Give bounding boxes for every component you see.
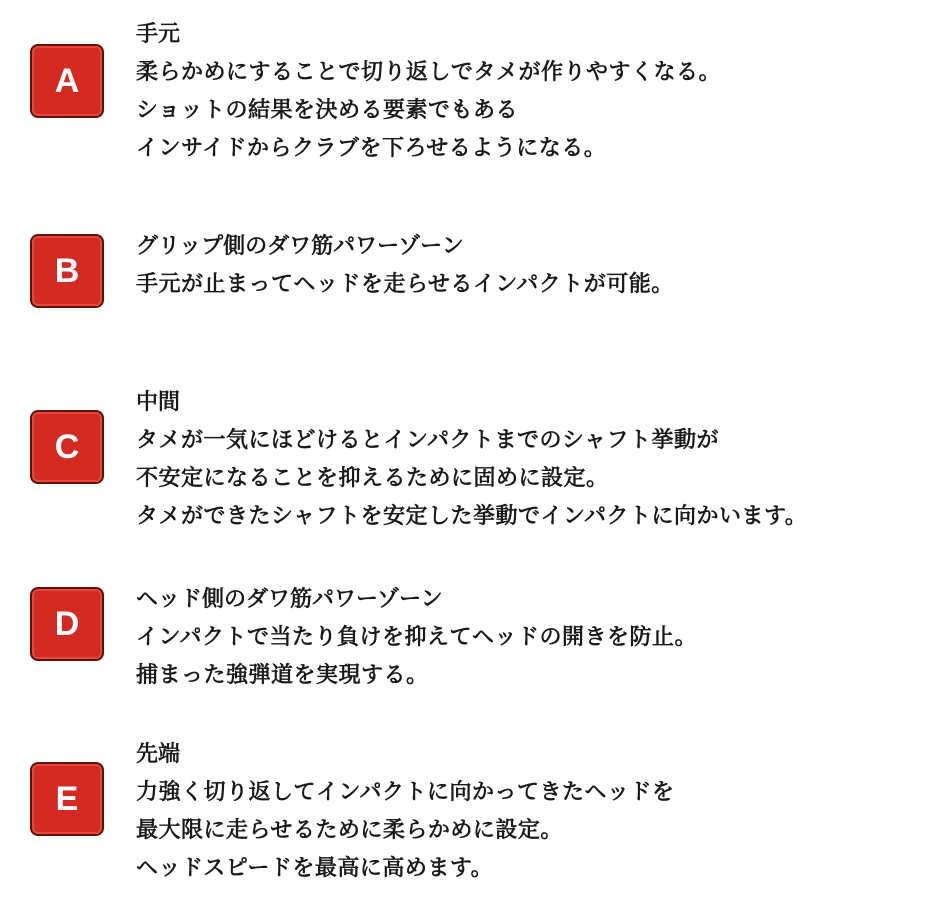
text-block-c bbox=[136, 390, 944, 542]
text-block-d bbox=[136, 587, 944, 701]
badge-e: E bbox=[30, 762, 104, 836]
text-block-a bbox=[136, 22, 944, 174]
section-heading: 先端 bbox=[136, 742, 181, 767]
section-heading: グリップ側のダワ筋パワーゾーン bbox=[136, 234, 464, 259]
section-line: インパクトで当たり負けを抑えてヘッドの開きを防止。 bbox=[136, 625, 697, 650]
badge-d: D bbox=[30, 587, 104, 661]
text-block-b bbox=[136, 234, 944, 310]
section-heading: 中間 bbox=[136, 390, 181, 415]
section-line: 柔らかめにすることで切り返しでタメが作りやすくなる。 bbox=[136, 60, 722, 85]
section-line: タメが一気にほどけるとインパクトまでのシャフト挙動が bbox=[136, 428, 720, 453]
section-line: 力強く切り返してインパクトに向かってきたヘッドを bbox=[136, 780, 675, 805]
section-line: タメができたシャフトを安定した挙動でインパクトに向かいます。 bbox=[136, 504, 808, 529]
section-heading: 手元 bbox=[136, 22, 181, 47]
badge-c: C bbox=[30, 410, 104, 484]
section-heading: ヘッド側のダワ筋パワーゾーン bbox=[136, 587, 443, 612]
section-line: 不安定になることを抑えるために固めに設定。 bbox=[136, 466, 609, 491]
badge-a: A bbox=[30, 44, 104, 118]
section-line: ショットの結果を決める要素でもある bbox=[136, 98, 519, 123]
text-block-e bbox=[136, 742, 944, 894]
section-line: 手元が止まってヘッドを走らせるインパクトが可能。 bbox=[136, 272, 674, 297]
section-line: 捕まった強弾道を実現する。 bbox=[136, 663, 429, 688]
section-line: ヘッドスピードを最高に高めます。 bbox=[136, 856, 494, 881]
section-line: 最大限に走らせるために柔らかめに設定。 bbox=[136, 818, 563, 843]
section-line: インサイドからクラブを下ろせるようになる。 bbox=[136, 136, 607, 161]
badge-b: B bbox=[30, 234, 104, 308]
